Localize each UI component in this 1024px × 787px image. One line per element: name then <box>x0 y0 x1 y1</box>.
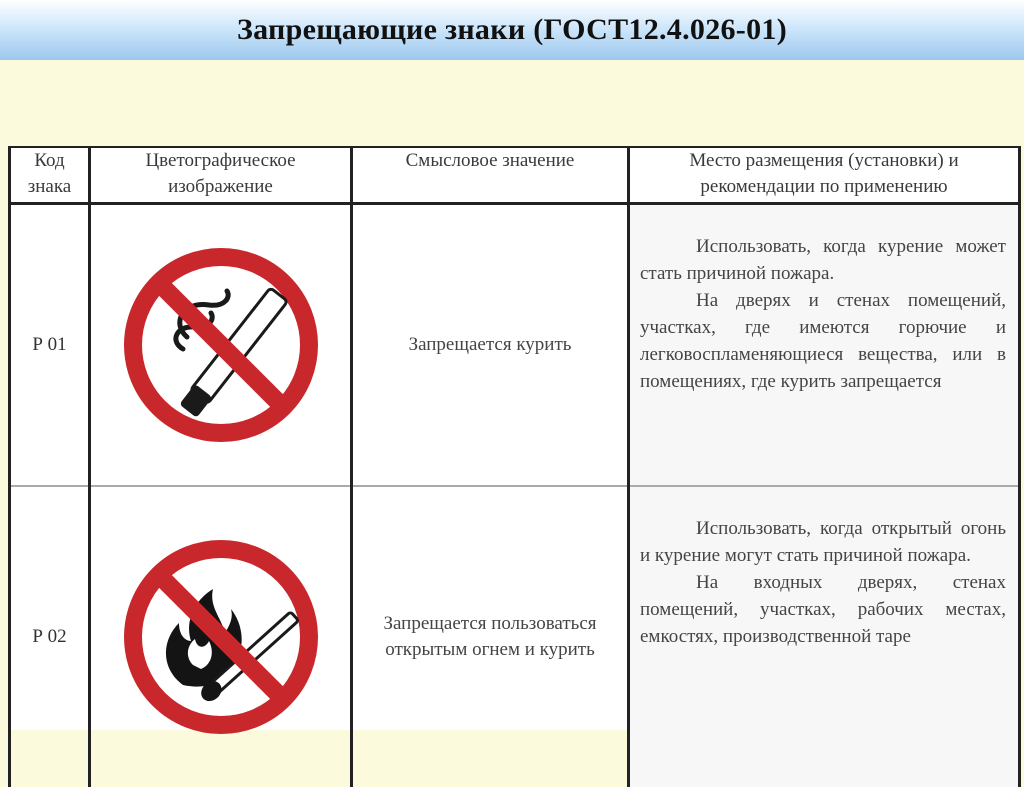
sign-image-cell <box>90 204 352 487</box>
sign-meaning: Запрещается пользоваться открытым огнем и курить <box>352 486 629 787</box>
sign-image-cell <box>90 486 352 787</box>
signs-table <box>8 146 1021 787</box>
table-row <box>10 486 1020 787</box>
title-bar <box>0 0 1024 60</box>
header-meaning: Смысловое значение <box>352 147 629 204</box>
sign-code: Р 02 <box>10 486 90 787</box>
header-image: Цветографическое изображение <box>90 147 352 204</box>
sign-recommendations <box>629 204 1020 487</box>
header-recommendations: Место размещения (установки) и рекомендации по применению <box>629 147 1020 204</box>
recommendation-text: Использовать, когда открытый огонь и курение могут стать причиной пожара. <box>640 518 1006 566</box>
header-code: Код знака <box>10 147 90 204</box>
no-open-flame-sign-icon <box>121 537 321 737</box>
sign-meaning: Запрещается курить <box>352 204 629 487</box>
recommendation-text: Использовать, когда курение может стать причиной пожара. <box>640 236 1006 284</box>
signs-table-container <box>8 146 1018 730</box>
table-header-row <box>10 147 1020 204</box>
page-title: Запрещающие знаки (ГОСТ12.4.026-01) <box>236 13 787 46</box>
sign-recommendations <box>629 486 1020 787</box>
recommendation-text: На дверях и стенах помещений, участках, где имеются горючие и легковоспламеняющиеся вещества, или в помещениях, где курить запрещается <box>640 290 1006 392</box>
no-smoking-sign-icon <box>121 245 321 445</box>
recommendation-text: На входных дверях, стенах помещений, участках, рабочих местах, емкостях, производственной таре <box>640 572 1006 647</box>
sign-code: Р 01 <box>10 204 90 487</box>
table-row <box>10 204 1020 487</box>
